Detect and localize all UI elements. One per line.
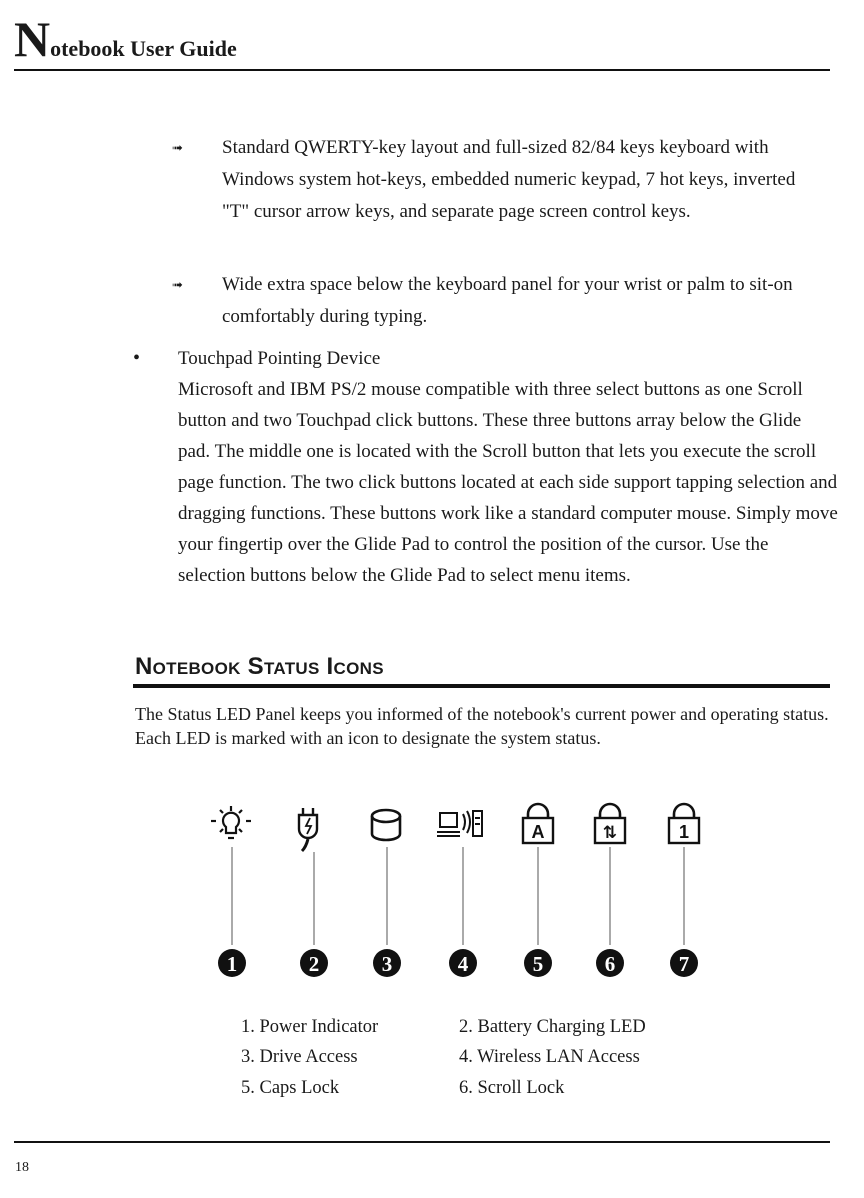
legend-item: 5. Caps Lock	[241, 1078, 340, 1098]
caps-lock-glyph: A	[531, 822, 545, 842]
keyboard-point-text: Wide extra space below the keyboard panel for your wrist or palm to sit-on comfortably during typing.	[222, 274, 793, 327]
footer-rule	[14, 1141, 830, 1143]
num-lock-icon	[669, 804, 699, 843]
legend-item: 3. Drive Access	[241, 1047, 358, 1067]
callout-2	[300, 949, 328, 977]
callout-number: 7	[678, 952, 690, 976]
header-initial: N	[14, 11, 51, 67]
wireless-lan-icon	[437, 811, 482, 836]
callout-3	[373, 949, 401, 977]
callout-number: 1	[226, 952, 238, 976]
arrow-bullet-icon: ➟	[172, 140, 183, 155]
drive-icon	[372, 810, 400, 840]
callout-4	[449, 949, 477, 977]
power-icon	[211, 806, 251, 838]
callout-number: 6	[604, 952, 616, 976]
legend-item: 1. Power Indicator	[241, 1017, 379, 1037]
touchpad-description: Microsoft and IBM PS/2 mouse compatible with three select buttons as one Scroll button and two Touchpad click buttons. These three buttons array below the Glide pad. The middle one is located with the Scroll button that lets you execute the scroll page function. The two click buttons located at each side support tapping selection and dragging functions. These buttons work like a standard computer mouse. Simply move your fingertip over the Glide Pad to control the position of the cursor. Use the selection buttons below the Glide Pad to select menu items.	[178, 379, 838, 586]
callout-number: 5	[532, 952, 544, 976]
callout-6	[596, 949, 624, 977]
arrow-bullet-icon: ➟	[172, 277, 183, 292]
legend-item: 6. Scroll Lock	[459, 1078, 565, 1098]
callout-7	[670, 949, 698, 977]
touchpad-title: Touchpad Pointing Device	[178, 348, 381, 369]
num-lock-glyph: 1	[678, 822, 690, 842]
caps-lock-icon	[523, 804, 553, 843]
callout-1	[218, 949, 246, 977]
bullet-dot-icon: •	[133, 347, 141, 369]
section-title: Notebook Status Icons	[135, 653, 384, 680]
keyboard-point-text: Standard QWERTY-key layout and full-sized 82/84 keys keyboard with Windows system hot-keys, embedded numeric keypad, 7 hot keys, inverted "T" cursor arrow keys, and separate page screen control keys.	[222, 137, 796, 222]
callout-5	[524, 949, 552, 977]
callout-number: 4	[457, 952, 469, 976]
battery-plug-icon	[299, 808, 317, 851]
callout-number: 2	[308, 952, 320, 976]
scroll-lock-glyph: ⇅	[602, 823, 618, 843]
page-number: 18	[15, 1160, 29, 1175]
leader-lines	[232, 847, 684, 945]
callout-number: 3	[381, 952, 393, 976]
scroll-lock-icon	[595, 804, 625, 843]
header-title: otebook User Guide	[50, 36, 237, 61]
legend-item: 4. Wireless LAN Access	[459, 1047, 640, 1067]
section-intro: The Status LED Panel keeps you informed of the notebook's current power and operating status. Each LED is marked with an icon to designate the system status.	[135, 704, 829, 748]
legend-item: 2. Battery Charging LED	[459, 1017, 646, 1037]
